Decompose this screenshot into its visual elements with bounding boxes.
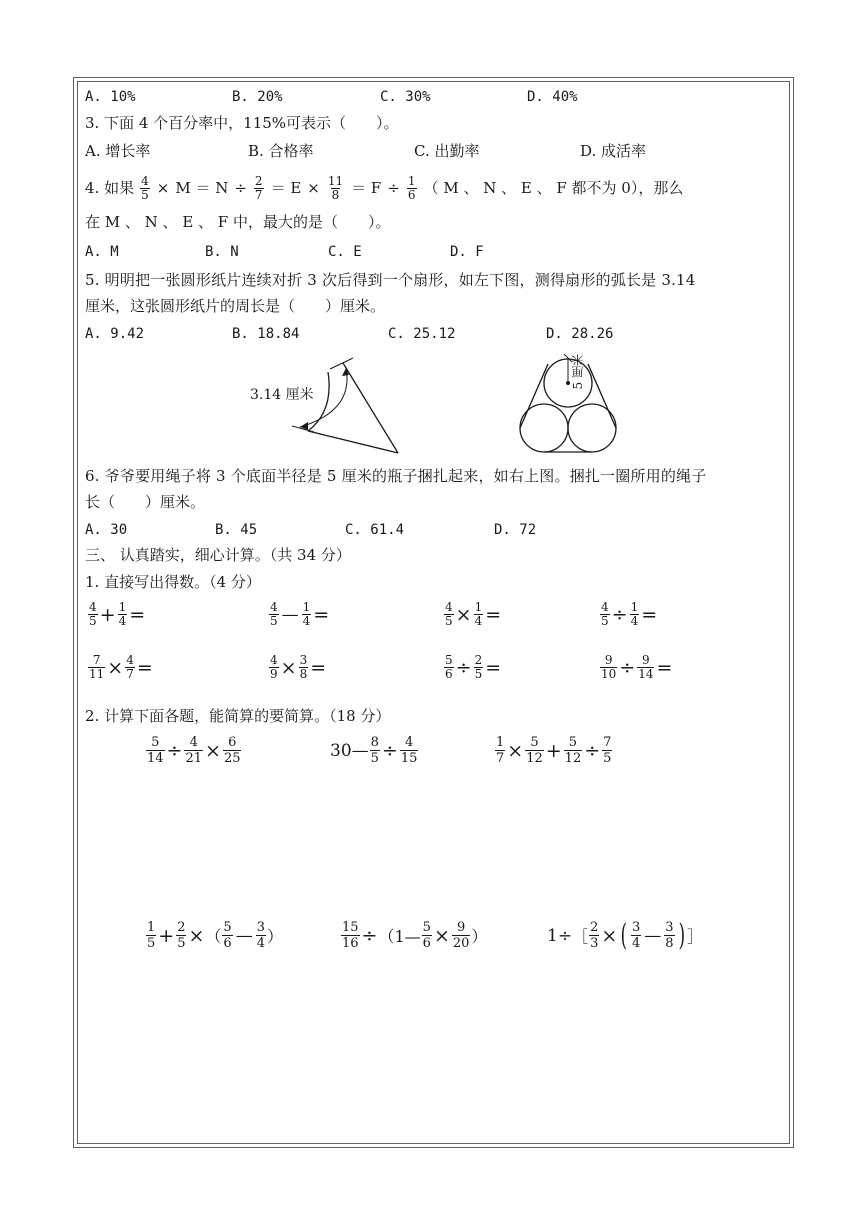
fraction: $\frac{9}{20}$ (452, 920, 470, 951)
operator: × (601, 924, 618, 947)
expression-lead: 1÷ (547, 925, 573, 946)
q3-option-c: C. 出勤率 (414, 142, 480, 160)
q4-fraction-1: $\frac{4}{5}$ (141, 173, 149, 202)
right-paren: ） (471, 927, 488, 946)
oral-calc-4 (599, 601, 658, 628)
expression-lead: 30— (330, 740, 369, 761)
part-2-title: 2. 计算下面各题，能简算的要简算。（18 分） (85, 707, 391, 725)
bottle-radius-label: 5 厘米 (571, 354, 585, 390)
q5-option-d: D. 28.26 (546, 326, 614, 342)
fraction: $\frac{5}{12}$ (564, 735, 582, 766)
q6-question-line1: 6. 爷爷要用绳子将 3 个底面半径是 5 厘米的瓶子捆扎起来，如右上图。捆扎一圈所用的绳子 (85, 467, 707, 485)
q4-op-6: ＝ F (351, 179, 382, 197)
fraction: $\frac{1}{7}$ (496, 735, 505, 766)
q4-fraction-4: $\frac{1}{6}$ (407, 173, 416, 202)
calc-expression-2 (330, 735, 419, 766)
calc-expression-3 (494, 735, 613, 766)
q2-option-b: B. 20% (232, 89, 283, 105)
left-bracket: ［ (572, 927, 589, 946)
operator: × (188, 924, 205, 947)
equals-sign: = (485, 656, 502, 679)
oral-calc-2 (268, 601, 330, 628)
q6-option-a: A. 30 (85, 522, 128, 538)
oral-calc-5 (87, 654, 154, 681)
q4-op-1: × (156, 179, 170, 197)
operator: × (455, 603, 472, 626)
operator: × (507, 739, 524, 762)
q4-option-d: D. F (450, 244, 484, 260)
operator: × (107, 656, 124, 679)
q4-fraction-2: $\frac{2}{7}$ (254, 173, 263, 202)
oral-calc-3 (443, 601, 502, 628)
equals-sign: = (313, 603, 330, 626)
equals-sign: = (641, 603, 658, 626)
fraction: $\frac{15}{16}$ (342, 920, 359, 951)
equals-sign: = (136, 656, 153, 679)
fraction: $\frac{9}{14}$ (638, 653, 654, 681)
q3-option-b: B. 合格率 (248, 142, 314, 160)
fraction: $\frac{3}{4}$ (632, 920, 641, 951)
fraction: $\frac{3}{4}$ (256, 920, 265, 951)
fraction: $\frac{6}{25}$ (223, 735, 241, 766)
operator: + (545, 739, 562, 762)
left-paren: （1— (378, 927, 421, 946)
fraction: $\frac{3}{8}$ (665, 920, 674, 951)
fraction: $\frac{9}{10}$ (601, 653, 617, 681)
operator: — (281, 604, 299, 625)
q3-question: 3. 下面 4 个百分率中，115%可表示（ ）。 (85, 114, 399, 132)
q4-op-2: M ＝ N (175, 179, 229, 197)
operator: ÷ (381, 739, 398, 762)
equals-sign: = (656, 656, 673, 679)
operator: — (235, 925, 253, 946)
page-border-inner (77, 81, 790, 1144)
fraction: $\frac{7}{11}$ (89, 653, 105, 681)
operator: ÷ (619, 656, 636, 679)
fraction: $\frac{4}{5}$ (270, 600, 278, 628)
oral-calc-7 (443, 654, 502, 681)
q2-option-d: D. 40% (527, 89, 578, 105)
q4-op-7: ÷ (387, 179, 400, 197)
fraction: $\frac{5}{14}$ (147, 735, 164, 766)
q4-op-3: ÷ (234, 179, 247, 197)
fraction: $\frac{4}{5}$ (601, 600, 609, 628)
q2-option-c: C. 30% (380, 89, 431, 105)
fraction: $\frac{2}{5}$ (177, 920, 186, 951)
q4-option-b: B. N (205, 244, 239, 260)
fraction: $\frac{5}{6}$ (223, 920, 232, 951)
q4-op-4: ＝ E (270, 179, 302, 197)
fraction: $\frac{1}{4}$ (630, 600, 639, 628)
q4-option-c: C. E (328, 244, 362, 260)
q6-option-c: C. 61.4 (345, 522, 405, 538)
equals-sign: = (310, 656, 327, 679)
part-1-title: 1. 直接写出得数。（4 分） (85, 573, 261, 591)
section-3-title: 三、 认真踏实，细心计算。（共 34 分） (85, 546, 351, 564)
fraction: $\frac{8}{5}$ (370, 735, 379, 766)
sector-arc-label: 3.14 厘米 (250, 387, 314, 403)
right-bracket: ］ (687, 927, 704, 946)
fraction: $\frac{1}{4}$ (474, 600, 483, 628)
q6-option-d: D. 72 (494, 522, 537, 538)
fraction: $\frac{4}{15}$ (400, 735, 418, 766)
fraction: $\frac{3}{8}$ (299, 653, 308, 681)
oral-calc-1 (87, 601, 146, 628)
operator: ÷ (455, 656, 472, 679)
fraction: $\frac{1}{4}$ (118, 600, 127, 628)
fraction: $\frac{4}{7}$ (126, 653, 134, 681)
q4-fraction-3: $\frac{11}{8}$ (327, 173, 344, 202)
equals-sign: = (485, 603, 502, 626)
q2-option-a: A. 10% (85, 89, 136, 105)
fraction: $\frac{4}{21}$ (185, 735, 203, 766)
q5-question-line2: 厘米，这张圆形纸片的周长是（ ）厘米。 (85, 297, 386, 315)
operator: ÷ (584, 739, 601, 762)
operator: ÷ (611, 603, 628, 626)
q3-option-d: D. 成活率 (580, 142, 647, 160)
operator: × (205, 739, 221, 762)
right-paren: ） (266, 927, 283, 946)
operator: — (644, 925, 662, 946)
q4-op-5: × (307, 179, 320, 197)
q4-prefix: 4. 如果 (85, 179, 135, 197)
oral-calc-8 (599, 654, 673, 681)
q5-option-a: A. 9.42 (85, 326, 145, 342)
q3-option-a: A. 增长率 (85, 142, 151, 160)
q5-option-c: C. 25.12 (388, 326, 456, 342)
fraction: $\frac{2}{3}$ (590, 920, 599, 951)
q4-question-line2: 在 M 、 N 、 E 、 F 中，最大的是（ ）。 (85, 213, 391, 231)
q4-option-a: A. M (85, 244, 119, 260)
q6-question-line2: 长（ ）厘米。 (85, 493, 206, 511)
operator: ÷ (361, 924, 378, 947)
fraction: $\frac{5}{6}$ (445, 653, 453, 681)
operator: × (433, 924, 450, 947)
operator: + (99, 603, 116, 626)
fraction: $\frac{5}{6}$ (422, 920, 431, 951)
left-paren: ( (620, 917, 628, 953)
calc-expression-1 (145, 735, 242, 766)
fraction: $\frac{4}{5}$ (445, 600, 453, 628)
equals-sign: = (129, 603, 146, 626)
calc-expression-5 (340, 920, 487, 951)
fraction: $\frac{4}{9}$ (270, 653, 278, 681)
calc-expression-6 (547, 917, 704, 953)
oral-calc-6 (268, 654, 327, 681)
operator: ÷ (166, 739, 183, 762)
q5-option-b: B. 18.84 (232, 326, 300, 342)
q4-question-line1 (85, 171, 683, 205)
operator: + (158, 924, 175, 947)
fraction: $\frac{1}{5}$ (147, 920, 156, 951)
q5-question-line1: 5. 明明把一张圆形纸片连续对折 3 次后得到一个扇形，如左下图，测得扇形的弧长是 3.14 (85, 271, 696, 289)
q4-suffix: （ M 、 N 、 E 、 F 都不为 0），那么 (423, 179, 684, 197)
right-paren: ) (678, 917, 685, 953)
q6-option-b: B. 45 (215, 522, 258, 538)
fraction: $\frac{2}{5}$ (474, 653, 483, 681)
left-paren: （ (205, 927, 222, 946)
fraction: $\frac{7}{5}$ (603, 735, 612, 766)
fraction: $\frac{5}{12}$ (526, 735, 543, 766)
fraction: $\frac{1}{4}$ (302, 600, 311, 628)
fraction: $\frac{4}{5}$ (89, 600, 97, 628)
calc-expression-4 (145, 920, 283, 951)
operator: × (280, 656, 297, 679)
sector-figure (230, 355, 410, 460)
